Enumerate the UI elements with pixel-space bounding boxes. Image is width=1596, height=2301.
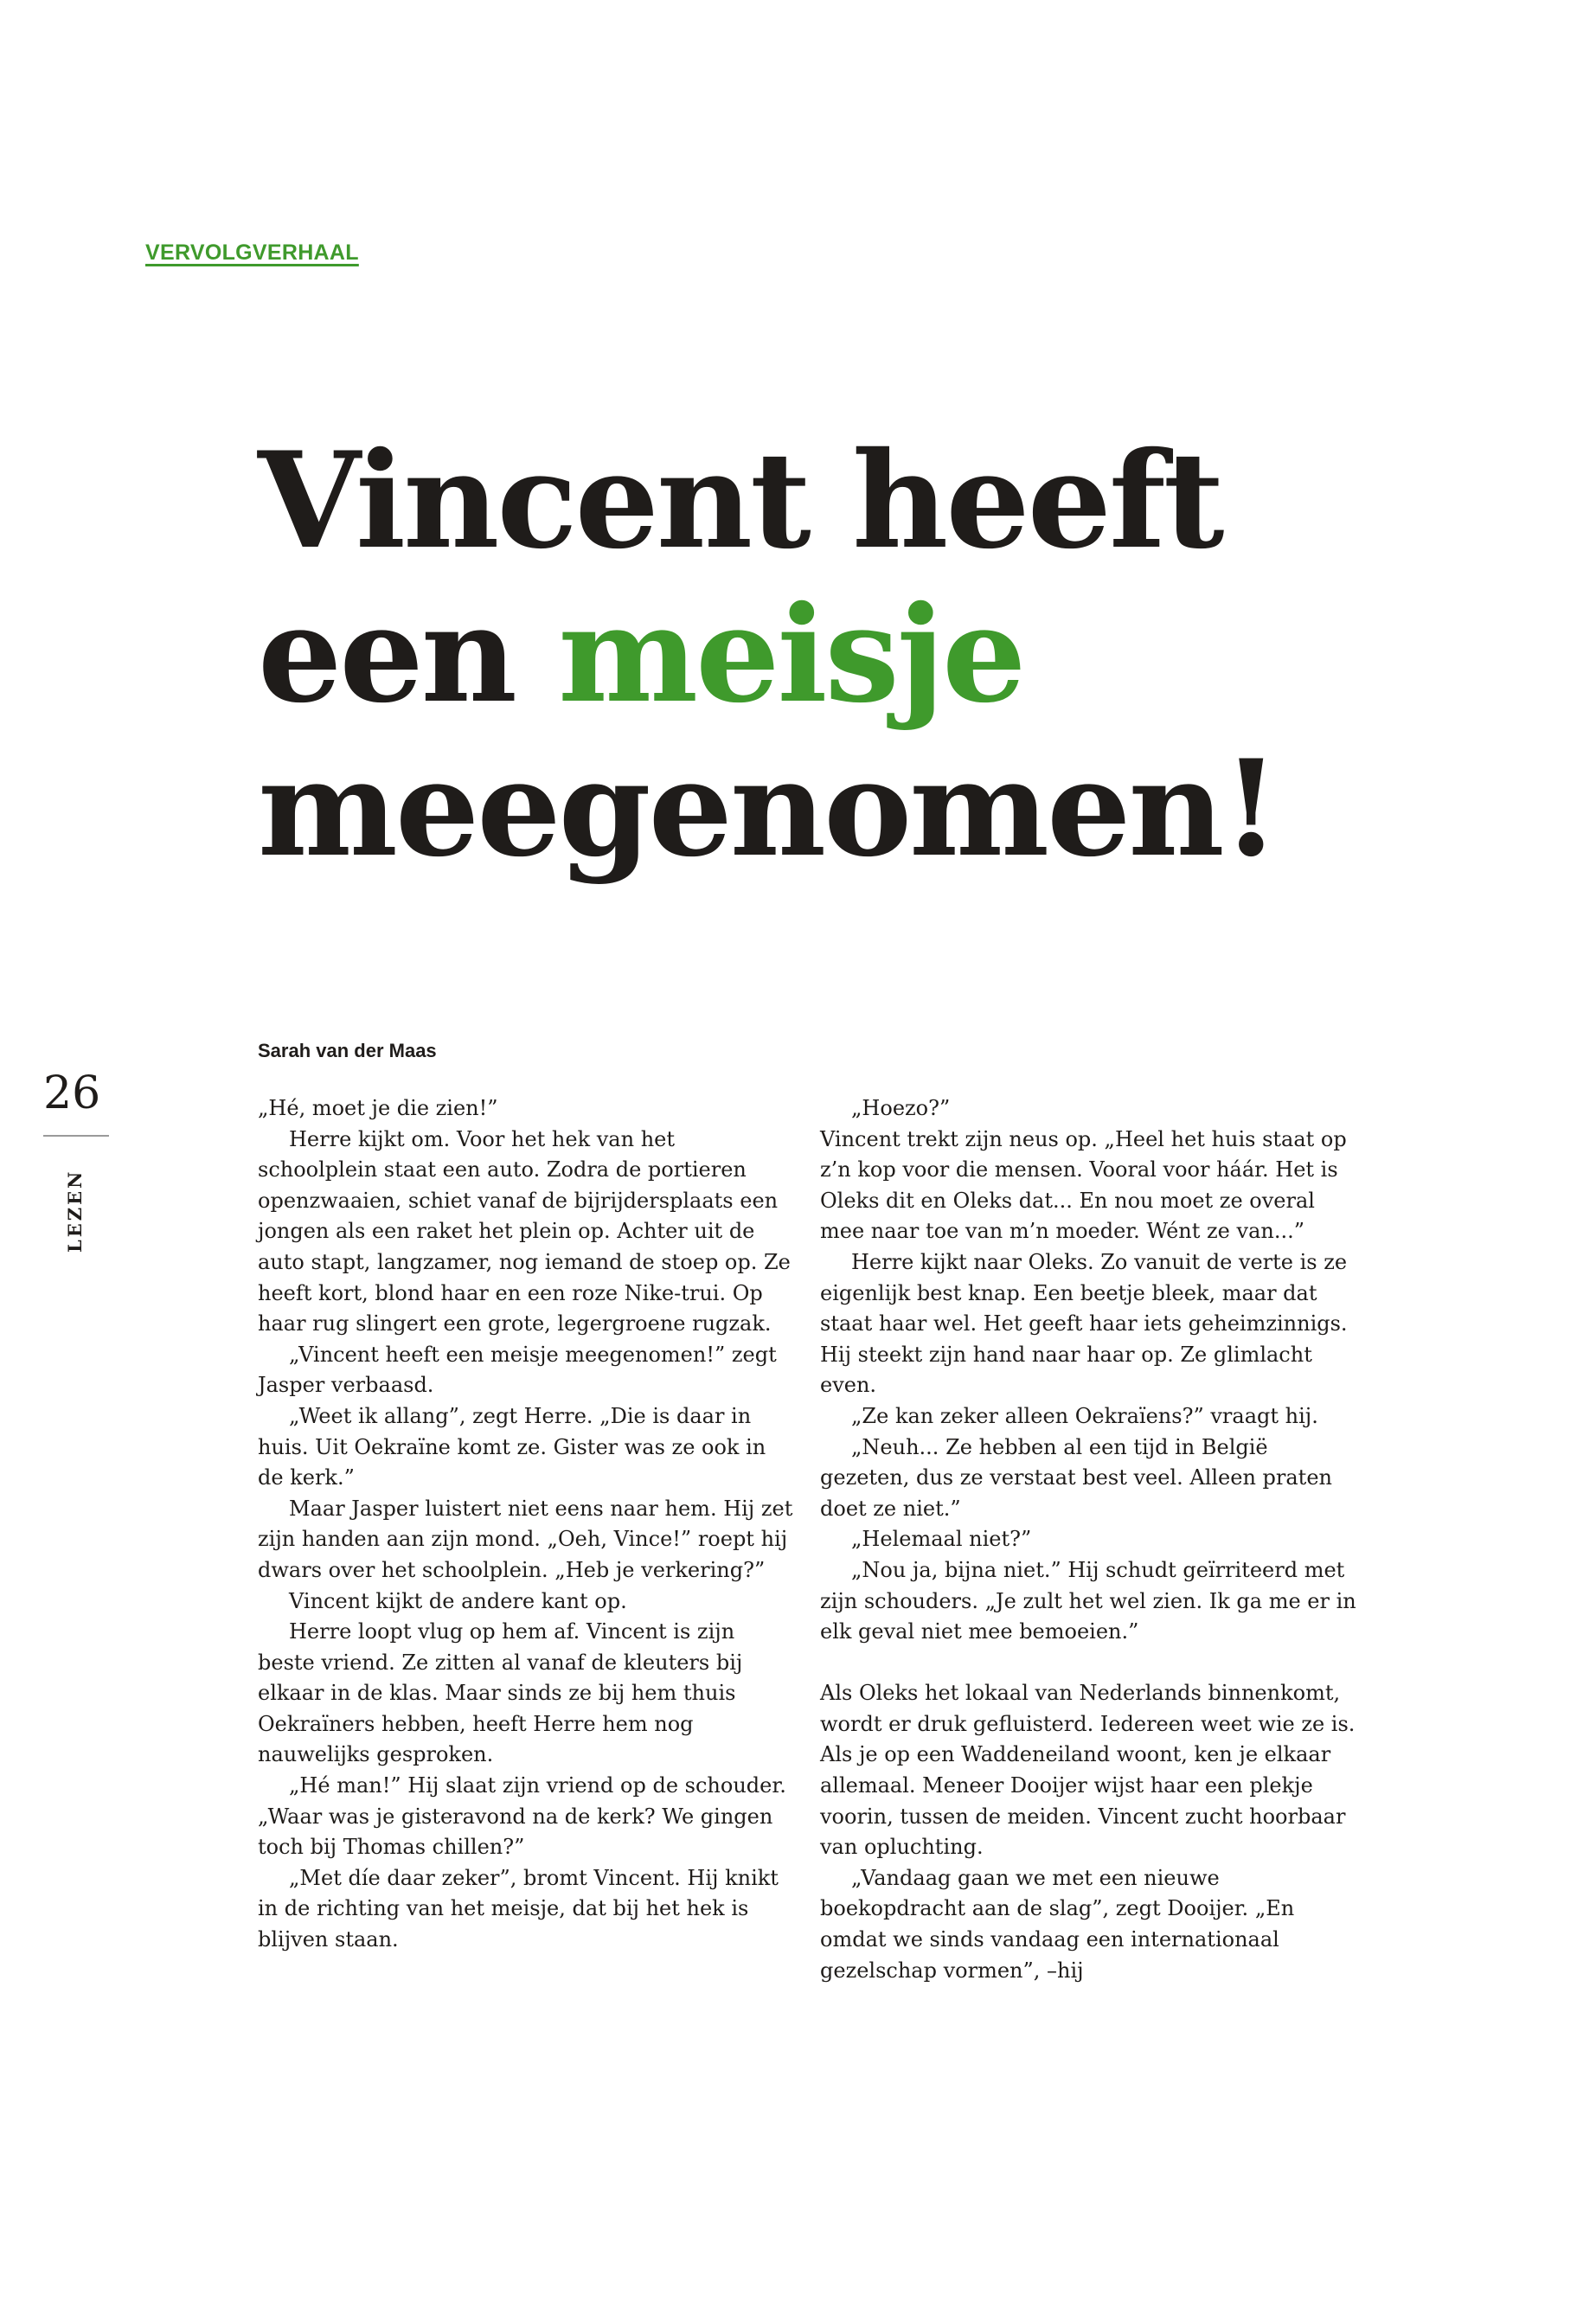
paragraph: „Met díe daar zeker”, bromt Vincent. Hij knikt in de richting van het meisje, dat bij het hek is blijven staan. bbox=[258, 1865, 779, 1952]
paragraph: Herre kijkt naar Oleks. Zo vanuit de verte is ze eigenlijk best knap. Een beetje bleek, maar dat staat haar wel. Het geeft haar iets geheimzinnigs. Hij steekt zijn hand naar haar op. Ze glimlacht even. bbox=[820, 1249, 1348, 1398]
body-column-left bbox=[258, 1093, 794, 1956]
paragraph: „Vandaag gaan we met een nieuwe boekopdracht aan de slag”, zegt Dooijer. „En omdat we sinds vandaag een internationaal gezelschap vormen”, –hij bbox=[820, 1865, 1295, 1983]
paragraph: Herre loopt vlug op hem af. Vincent is zijn beste vriend. Ze zitten al vanaf de kleuters bij elkaar in de klas. Maar sinds ze bij hem thuis Oekraïners hebben, heeft Herre hem nog nauwelijks gesproken. bbox=[258, 1619, 743, 1767]
headline-line-3: meegenomen! bbox=[258, 731, 1278, 887]
article-headline bbox=[258, 424, 1426, 886]
paragraph: „Nou ja, bijna niet.” Hij schudt geïrriteerd met zijn schouders. „Je zult het wel zien. Ik ga me er in elk geval niet mee bemoeien.” bbox=[820, 1557, 1356, 1644]
section-label-text: LEZEN bbox=[64, 1169, 86, 1253]
paragraph: „Ze kan zeker alleen Oekraïens?” vraagt hij. bbox=[851, 1403, 1318, 1428]
headline-line-2-text: een bbox=[258, 577, 559, 733]
page-number: 26 bbox=[43, 1067, 101, 1119]
paragraph: Vincent trekt zijn neus op. „Heel het huis staat op z’n kop voor die mensen. Vooral voor háár. Het is Oleks dit en Oleks dat... En nou moet ze overal mee naar toe van m’n moeder. Wént ze van...” bbox=[820, 1126, 1347, 1244]
paragraph: „Hoezo?” bbox=[851, 1096, 951, 1120]
section-kicker: VERVOLGVERHAAL bbox=[145, 240, 359, 265]
paragraph: „Vincent heeft een meisje meegenomen!” zegt Jasper verbaasd. bbox=[258, 1342, 777, 1398]
headline-accent-word: meisje bbox=[558, 577, 1024, 733]
body-column-right bbox=[820, 1093, 1356, 1986]
page-number-divider bbox=[43, 1135, 109, 1137]
paragraph: Herre kijkt om. Voor het hek van het schoolplein staat een auto. Zodra de portieren openzwaaien, schiet vanaf de bijrijdersplaats een jongen als een raket het plein op. Achter uit de auto stapt, langzamer, nog iemand de stoep op. Ze heeft kort, blond haar en een roze Nike-trui. Op haar rug slingert een grote, legergroene rugzak. bbox=[258, 1126, 791, 1336]
author-byline: Sarah van der Maas bbox=[258, 1040, 437, 1061]
paragraph: Vincent kijkt de andere kant op. bbox=[289, 1588, 627, 1613]
paragraph: „Weet ik allang”, zegt Herre. „Die is daar in huis. Uit Oekraïne komt ze. Gister was ze ook in de kerk.” bbox=[258, 1403, 766, 1490]
headline-line-1: Vincent heeft bbox=[258, 423, 1222, 579]
headline-line-2 bbox=[258, 578, 1426, 732]
paragraph: Als Oleks het lokaal van Nederlands binnenkomt, wordt er druk gefluisterd. Iedereen weet wie ze is. Als je op een Waddeneiland woont, ken je elkaar allemaal. Meneer Dooijer wijst haar een plekje voorin, tussen de meiden. Vincent zucht hoorbaar van opluchting. bbox=[820, 1681, 1356, 1860]
paragraph: Maar Jasper luistert niet eens naar hem. Hij zet zijn handen aan zijn mond. „Oeh, Vince!” roept hij dwars over het schoolplein. „Heb je verkering?” bbox=[258, 1496, 793, 1582]
paragraph: „Helemaal niet?” bbox=[851, 1527, 1032, 1552]
paragraph: „Hé man!” Hij slaat zijn vriend op de schouder. „Waar was je gisteravond na de kerk? We gingen toch bij Thomas chillen?” bbox=[258, 1773, 786, 1860]
paragraph: „Neuh... Ze hebben al een tijd in België gezeten, dus ze verstaat best veel. Alleen praten doet ze niet.” bbox=[820, 1434, 1332, 1521]
section-label bbox=[61, 1150, 95, 1272]
paragraph: „Hé, moet je die zien!” bbox=[258, 1096, 498, 1120]
